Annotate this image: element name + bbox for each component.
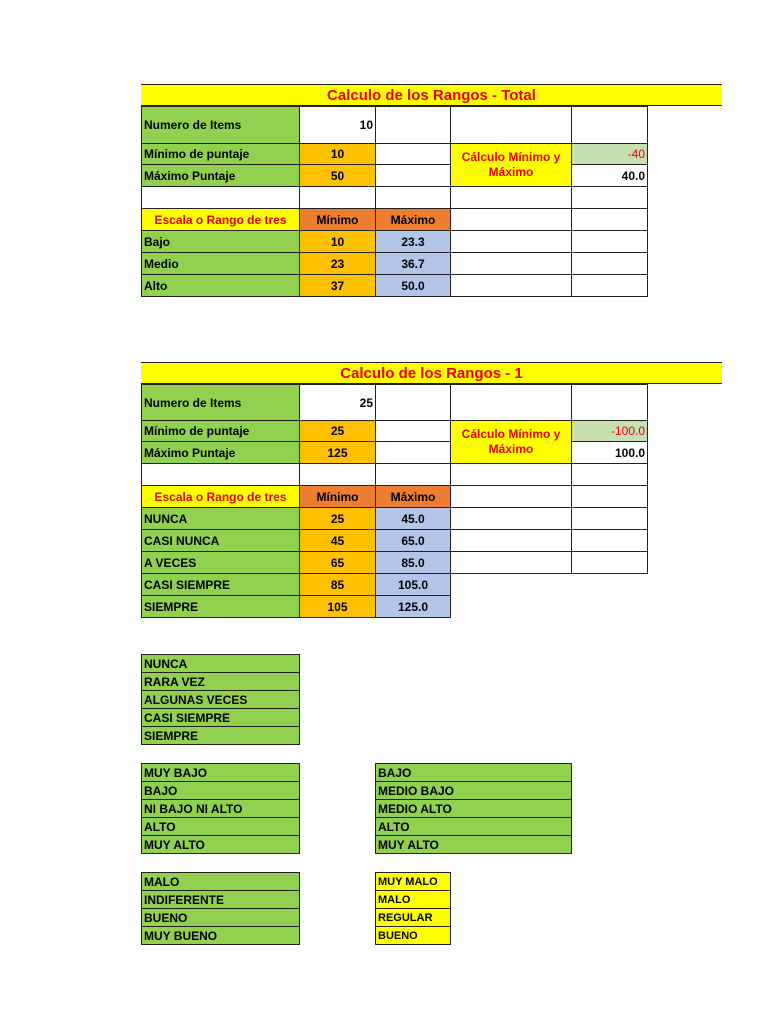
quality-list-a-item: MUY BUENO — [141, 926, 300, 945]
min-score-value: 25 — [299, 420, 376, 442]
range-row-label: NUNCA — [141, 507, 300, 530]
scale-header: Escala o Rango de tres — [141, 208, 300, 231]
range-row-label: A VECES — [141, 551, 300, 574]
empty-cell — [375, 186, 451, 209]
empty-cell — [571, 230, 648, 253]
level-list-b-item: MEDIO BAJO — [375, 781, 572, 800]
empty-cell — [299, 463, 376, 486]
min-score-label: Mínimo de puntaje — [141, 143, 300, 165]
quality-list-b-item: MALO — [375, 890, 451, 909]
empty-cell — [450, 529, 572, 552]
range-row-label: Bajo — [141, 230, 300, 253]
quality-list-b-item: BUENO — [375, 926, 451, 945]
range-row-max: 50.0 — [375, 274, 451, 297]
num-items-value: 10 — [299, 106, 376, 144]
table-total-title: Calculo de los Rangos - Total — [141, 84, 722, 106]
level-list-b-item: MEDIO ALTO — [375, 799, 572, 818]
range-row-label: SIEMPRE — [141, 595, 300, 618]
frequency-list-item: NUNCA — [141, 654, 300, 673]
empty-cell — [450, 551, 572, 574]
empty-cell — [375, 420, 451, 442]
empty-cell — [571, 529, 648, 552]
calc-min-max-label: Cálculo Mínimo y Máximo — [450, 420, 572, 464]
calc-min-max-label: Cálculo Mínimo y Máximo — [450, 143, 572, 187]
empty-cell — [450, 274, 572, 297]
calc-min-value: -100.0 — [571, 420, 648, 442]
empty-cell — [571, 208, 648, 231]
range-row-min: 37 — [299, 274, 376, 297]
empty-cell — [450, 230, 572, 253]
calc-min-value: -40 — [571, 143, 648, 165]
empty-cell — [450, 106, 572, 144]
calc-max-value: 40.0 — [571, 164, 648, 187]
empty-cell — [571, 463, 648, 486]
empty-cell — [571, 274, 648, 297]
empty-cell — [571, 485, 648, 508]
range-row-max: 105.0 — [375, 573, 451, 596]
empty-cell — [450, 186, 572, 209]
empty-cell — [299, 186, 376, 209]
num-items-label: Numero de Items — [141, 106, 300, 144]
quality-list-a-item: BUENO — [141, 908, 300, 927]
min-column-header: Mínimo — [299, 485, 376, 508]
level-list-b-item: MUY ALTO — [375, 835, 572, 854]
range-row-max: 85.0 — [375, 551, 451, 574]
frequency-list-item: RARA VEZ — [141, 672, 300, 691]
range-row-label: Alto — [141, 274, 300, 297]
range-row-max: 45.0 — [375, 507, 451, 530]
empty-cell — [375, 164, 451, 187]
min-score-label: Mínimo de puntaje — [141, 420, 300, 442]
frequency-list-item: CASI SIEMPRE — [141, 708, 300, 727]
empty-cell — [571, 186, 648, 209]
empty-cell — [450, 507, 572, 530]
quality-list-b-item: REGULAR — [375, 908, 451, 927]
empty-cell — [141, 186, 300, 209]
empty-cell — [375, 143, 451, 165]
empty-cell — [375, 441, 451, 464]
min-score-value: 10 — [299, 143, 376, 165]
range-row-min: 85 — [299, 573, 376, 596]
empty-cell — [450, 463, 572, 486]
frequency-list-item: ALGUNAS VECES — [141, 690, 300, 709]
range-row-min: 25 — [299, 507, 376, 530]
range-row-min: 105 — [299, 595, 376, 618]
empty-cell — [375, 463, 451, 486]
empty-cell — [141, 463, 300, 486]
range-row-label: CASI NUNCA — [141, 529, 300, 552]
level-list-a-item: MUY BAJO — [141, 763, 300, 782]
empty-cell — [571, 106, 648, 144]
empty-cell — [450, 384, 572, 421]
quality-list-a-item: INDIFERENTE — [141, 890, 300, 909]
range-row-min: 45 — [299, 529, 376, 552]
range-row-min: 10 — [299, 230, 376, 253]
quality-list-b-item: MUY MALO — [375, 872, 451, 891]
range-row-label: CASI SIEMPRE — [141, 573, 300, 596]
calc-max-value: 100.0 — [571, 441, 648, 464]
range-row-max: 65.0 — [375, 529, 451, 552]
min-column-header: Mínimo — [299, 208, 376, 231]
table-1-title: Calculo de los Rangos - 1 — [141, 362, 722, 384]
num-items-value: 25 — [299, 384, 376, 421]
level-list-a-item: NI BAJO NI ALTO — [141, 799, 300, 818]
max-score-value: 125 — [299, 441, 376, 464]
range-row-min: 65 — [299, 551, 376, 574]
range-row-max: 36.7 — [375, 252, 451, 275]
max-score-label: Máximo Puntaje — [141, 441, 300, 464]
num-items-label: Numero de Items — [141, 384, 300, 421]
empty-cell — [375, 384, 451, 421]
level-list-a-item: BAJO — [141, 781, 300, 800]
empty-cell — [450, 252, 572, 275]
range-row-max: 23.3 — [375, 230, 451, 253]
range-row-label: Medio — [141, 252, 300, 275]
scale-header: Escala o Rango de tres — [141, 485, 300, 508]
max-score-value: 50 — [299, 164, 376, 187]
empty-cell — [450, 208, 572, 231]
empty-cell — [375, 106, 451, 144]
max-score-label: Máximo Puntaje — [141, 164, 300, 187]
empty-cell — [571, 507, 648, 530]
max-column-header: Máximo — [375, 208, 451, 231]
empty-cell — [450, 485, 572, 508]
empty-cell — [571, 551, 648, 574]
range-row-max: 125.0 — [375, 595, 451, 618]
level-list-b-item: BAJO — [375, 763, 572, 782]
level-list-a-item: ALTO — [141, 817, 300, 836]
level-list-b-item: ALTO — [375, 817, 572, 836]
quality-list-a-item: MALO — [141, 872, 300, 891]
empty-cell — [571, 384, 648, 421]
level-list-a-item: MUY ALTO — [141, 835, 300, 854]
range-row-min: 23 — [299, 252, 376, 275]
frequency-list-item: SIEMPRE — [141, 726, 300, 745]
max-column-header: Máximo — [375, 485, 451, 508]
empty-cell — [571, 252, 648, 275]
